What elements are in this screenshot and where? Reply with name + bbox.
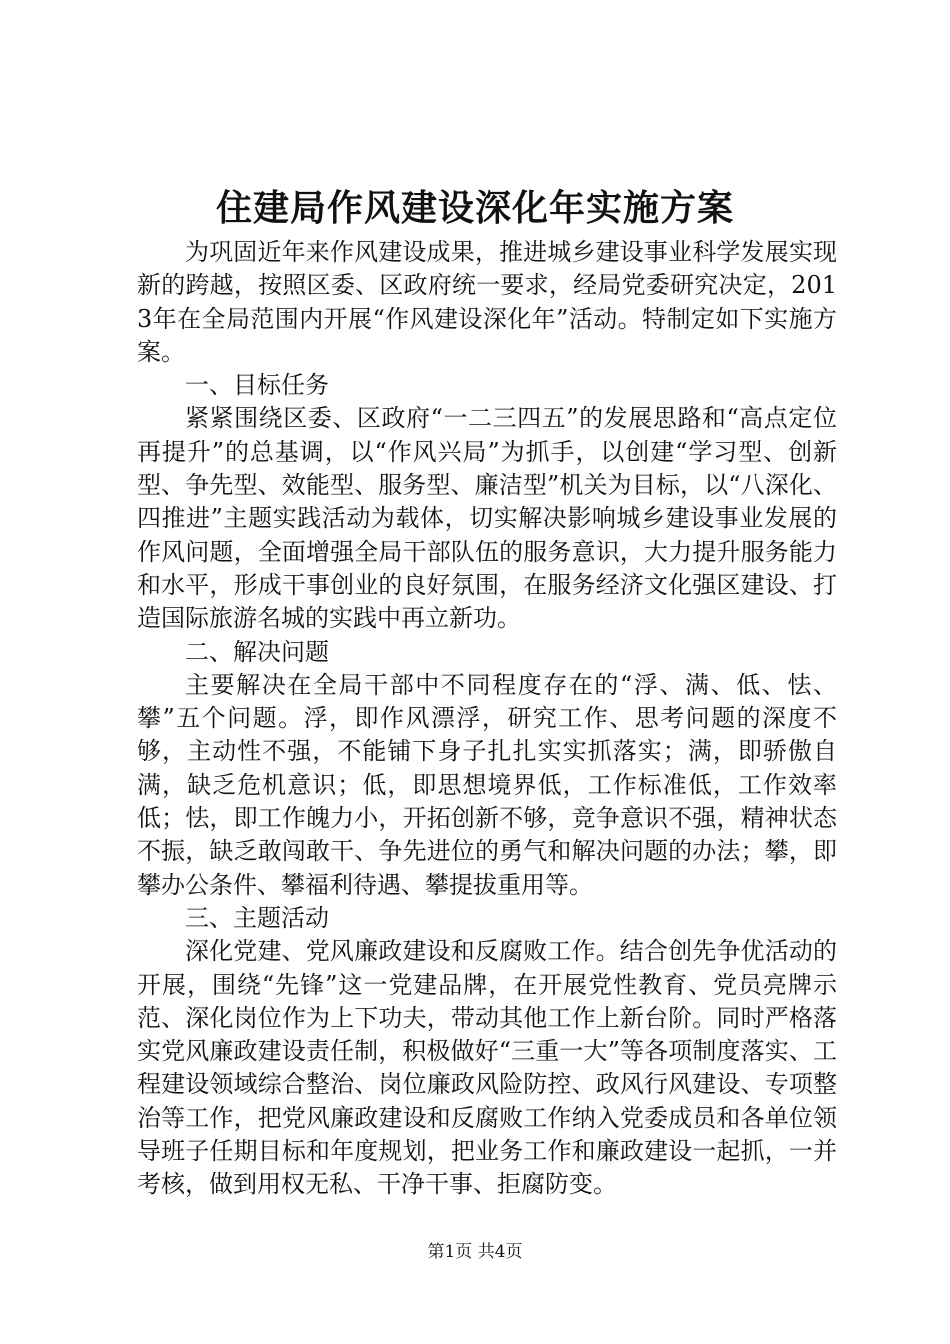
document-body (137, 236, 837, 1202)
page-number-footer: 第1页 共4页 (427, 1242, 523, 1262)
section-heading-problems: 二、解决问题 (185, 637, 329, 666)
section-heading-goals: 一、目标任务 (185, 371, 329, 400)
section-heading-activities: 三、主题活动 (185, 903, 329, 932)
section-paragraph-activities: 深化党建、党风廉政建设和反腐败工作。结合创先争优活动的开展，围绕“先锋”这一党建品牌，在开展党性教育、党员亮牌示范、深化岗位作为上下功夫，带动其他工作上新台阶。同时严格落实党风廉政建设责任制，积极做好“三重一大”等各项制度落实、工程建设领域综合整治、岗位廉政风险防控、政风行风建设、专项整治等工作，把党风廉政建设和反腐败工作纳入党委成员和各单位领导班子任期目标和年度规划，把业务工作和廉政建设一起抓，一并考核，做到用权无私、干净干事、拒腐防变。 (137, 937, 837, 1199)
intro-paragraph: 为巩固近年来作风建设成果，推进城乡建设事业科学发展实现新的跨越，按照区委、区政府统一要求，经局党委研究决定，2013年在全局范围内开展“作风建设深化年”活动。特制定如下实施方案。 (137, 238, 837, 366)
document-title: 住建局作风建设深化年实施方案 (215, 187, 734, 229)
section-paragraph-problems: 主要解决在全局干部中不同程度存在的“浮、满、低、怯、攀”五个问题。浮，即作风漂浮，研究工作、思考问题的深度不够，主动性不强，不能铺下身子扎扎实实抓落实；满，即骄傲自满，缺乏危机意识；低，即思想境界低，工作标准低，工作效率低；怯，即工作魄力小，开拓创新不够，竞争意识不强，精神状态不振，缺乏敢闯敢干、争先进位的勇气和解决问题的办法；攀，即攀办公条件、攀福利待遇、攀提拔重用等。 (137, 670, 837, 899)
section-paragraph-goals: 紧紧围绕区委、区政府“一二三四五”的发展思路和“高点定位再提升”的总基调，以“作风兴局”为抓手，以创建“学习型、创新型、争先型、效能型、服务型、廉洁型”机关为目标，以“八深化、四推进”主题实践活动为载体，切实解决影响城乡建设事业发展的作风问题，全面增强全局干部队伍的服务意识，大力提升服务能力和水平，形成干事创业的良好氛围，在服务经济文化强区建设、打造国际旅游名城的实践中再立新功。 (137, 404, 837, 633)
